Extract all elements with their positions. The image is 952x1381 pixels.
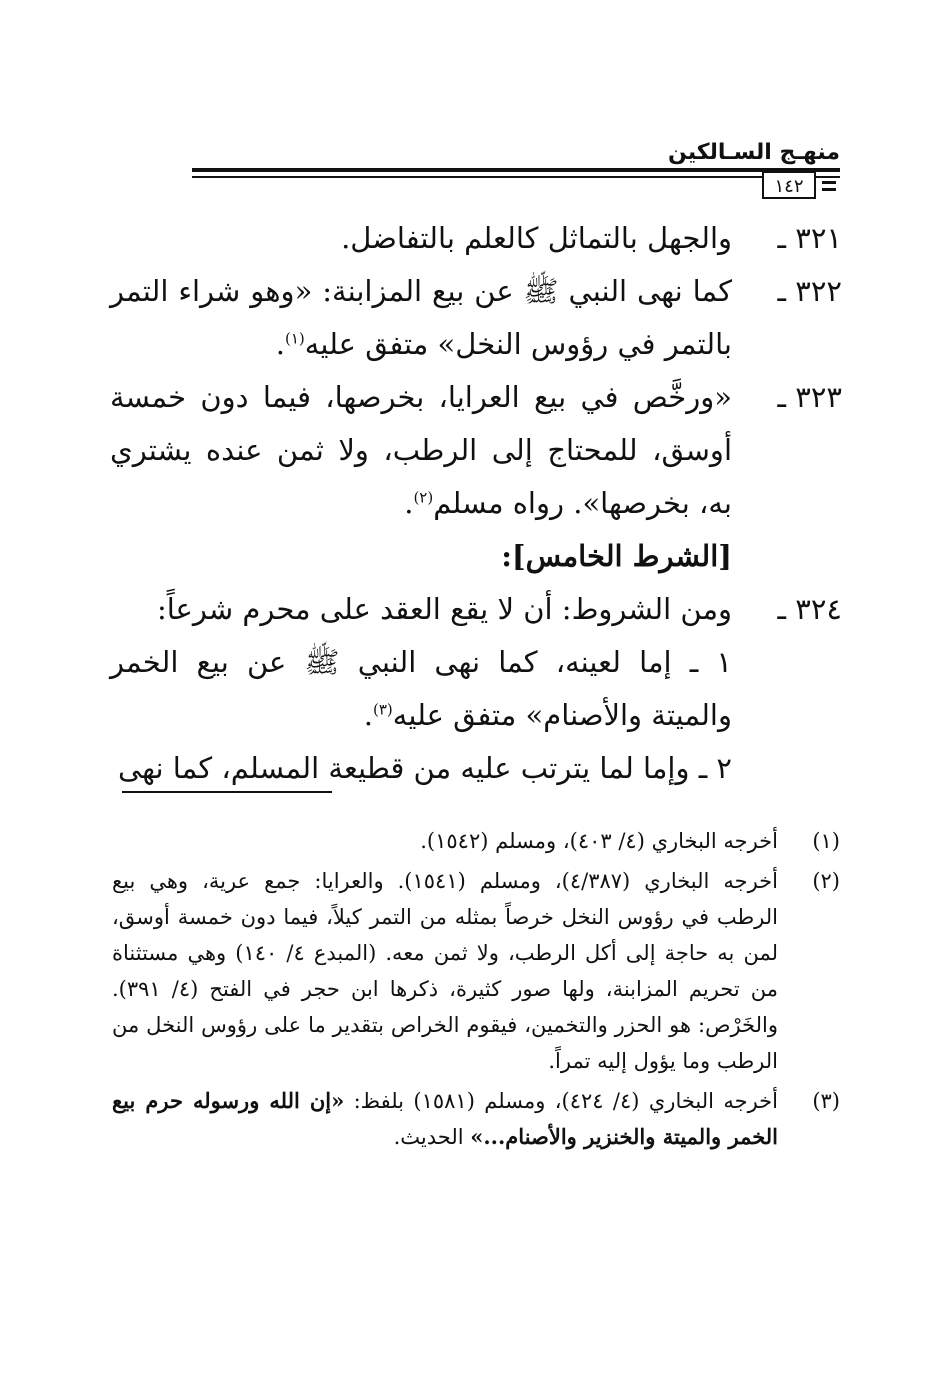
entry-322: [110, 265, 842, 371]
sub-item-2: [110, 742, 842, 795]
footnote-2: [112, 863, 840, 1079]
footnote-text: أخرجه البخاري (٤/٣٨٧)، ومسلم (١٥٤١). والعرايا: جمع عرية، وهي بيع الرطب في رؤوس النخل خرصاً بمثله من التمر كيلاً، فيما دون خمسة أوسق، لمن به حاجة إلى أكل الرطب، ولا ثمن معه. (المبدع ٤/ ١٤٠) وهي مستثناة من تحريم المزابنة، ولها صور كثيرة، ذكرها ابن حجر في الفتح (٤/ ٣٩١). والخَرْص: هو الحزر والتخمين، فيقوم الخراص بتقدير ما على رؤوس النخل من الرطب وما يؤول إليه تمراً.: [112, 869, 779, 1073]
footnote-ref[interactable]: (١): [285, 329, 305, 348]
page-number: ١٤٢: [762, 171, 816, 199]
sub-item-1: [110, 636, 842, 742]
footnote-text: أخرجه البخاري (٤/ ٤٠٣)، ومسلم (١٥٤٢).: [420, 829, 778, 853]
entry-tail: .: [275, 327, 285, 361]
section-heading: [الشرط الخامس]:: [501, 539, 732, 573]
entry-number: ٣٢٤ ـ: [777, 592, 842, 626]
footnote-quote: «إن الله ورسوله حرم بيع الخمر والميتة والخنزير والأصنام...»: [112, 1088, 778, 1149]
entry-text: «ورخَّص في بيع العرايا، بخرصها، فيما دون خمسة أوسق، للمحتاج إلى الرطب، ولا ثمن عنده يشتري به، بخرصها». رواه مسلم: [110, 380, 732, 520]
footnote-tail: الحديث.: [393, 1125, 471, 1149]
entry-323: [110, 371, 842, 530]
header-rule-thin: [192, 176, 840, 178]
footnote-number: (٣): [812, 1089, 840, 1113]
footnote-ref[interactable]: (٣): [372, 700, 393, 719]
entry-number: ٣٢١ ـ: [777, 221, 842, 255]
main-text: [110, 212, 842, 795]
running-title: منهـج السـالكين: [668, 140, 840, 165]
sub-item-tail: .: [363, 698, 373, 732]
entry-number: ٣٢٣ ـ: [777, 380, 842, 414]
header-rule: [192, 168, 840, 172]
entry-tail: .: [404, 486, 414, 520]
entry-number: ٣٢٢ ـ: [777, 274, 842, 308]
entry-321: [110, 212, 842, 265]
page-number-ornament: [822, 181, 836, 184]
entry-text: ومن الشروط: أن لا يقع العقد على محرم شرعاً:: [156, 592, 732, 626]
footnote-text: أخرجه البخاري (٤/ ٤٢٤)، ومسلم (١٥٨١) بلفظ:: [353, 1089, 778, 1113]
page-number-ornament: [822, 188, 836, 191]
entry-text: كما نهى النبي ﷺ عن بيع المزابنة: «وهو شراء التمر بالتمر في رؤوس النخل» متفق عليه: [110, 274, 732, 361]
footnote-separator: [122, 791, 332, 793]
footnote-3: [112, 1083, 840, 1155]
footnote-number: (٢): [812, 869, 840, 893]
sub-item-text: ١ ـ إما لعينه، كما نهى النبي ﷺ عن بيع الخمر والميتة والأصنام» متفق عليه: [110, 645, 732, 732]
footnotes: [112, 823, 840, 1159]
footnote-1: [112, 823, 840, 859]
footnote-number: (١): [812, 829, 840, 853]
footnote-ref[interactable]: (٢): [413, 488, 434, 507]
entry-text: والجهل بالتماثل كالعلم بالتفاضل.: [341, 221, 732, 255]
sub-item-text: ٢ ـ وإما لما يترتب عليه من قطيعة المسلم، كما نهى: [117, 751, 732, 785]
entry-324: [110, 583, 842, 636]
